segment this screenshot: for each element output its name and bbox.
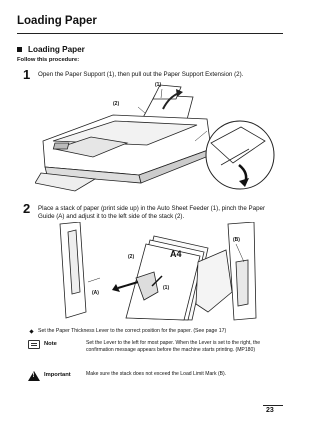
printer-illustration xyxy=(35,83,275,195)
page-number: 23 xyxy=(266,407,274,414)
note-label: Note xyxy=(44,341,57,347)
title-rule xyxy=(17,33,283,34)
figure1-label-2: (2) xyxy=(113,101,120,107)
square-bullet-icon xyxy=(17,47,22,52)
figure2-label-B: (B) xyxy=(233,237,240,243)
note-text: Set the Lever to the left for most paper. When the Lever is set to the right, the confirmation message appears before the machine starts printing. (MP180) xyxy=(86,340,261,353)
paper-loading-illustration xyxy=(58,222,258,322)
important-tag xyxy=(28,371,86,381)
bullet-item xyxy=(30,328,283,335)
figure1-label-1: (1) xyxy=(155,82,162,88)
warning-triangle-icon: ! xyxy=(28,371,40,381)
step-2-text: Place a stack of paper (print side up) in the Auto Sheet Feeder (1), pinch the Paper Guide (A) and adjust it to the left side of the stack (2). xyxy=(38,205,266,220)
important-label: Important xyxy=(44,372,71,378)
figure2-label-A: (A) xyxy=(92,290,99,296)
page-title: Loading Paper xyxy=(17,15,97,27)
important-block xyxy=(28,371,283,381)
diamond-bullet-icon xyxy=(29,329,33,333)
note-tag xyxy=(28,340,86,354)
note-block xyxy=(28,340,283,354)
bullet-text: Set the Paper Thickness Lever to the correct position for the paper. (See page 17) xyxy=(38,328,227,334)
important-text: Make sure the stack does not exceed the Load Limit Mark (B). xyxy=(86,371,227,377)
intro-text: Follow this procedure: xyxy=(17,57,80,63)
step-1-text: Open the Paper Support (1), then pull out the Paper Support Extension (2). xyxy=(38,71,244,78)
paper-size-mark: A4 xyxy=(170,249,182,259)
section-heading: Loading Paper xyxy=(28,45,85,54)
figure2-label-2: (2) xyxy=(128,254,135,260)
footer-rule xyxy=(263,405,283,406)
figure2-label-1: (1) xyxy=(163,285,170,291)
step-1-number: 1 xyxy=(23,67,31,82)
note-icon xyxy=(28,340,40,349)
step-2-number: 2 xyxy=(23,201,31,216)
section-heading-row xyxy=(17,45,85,54)
